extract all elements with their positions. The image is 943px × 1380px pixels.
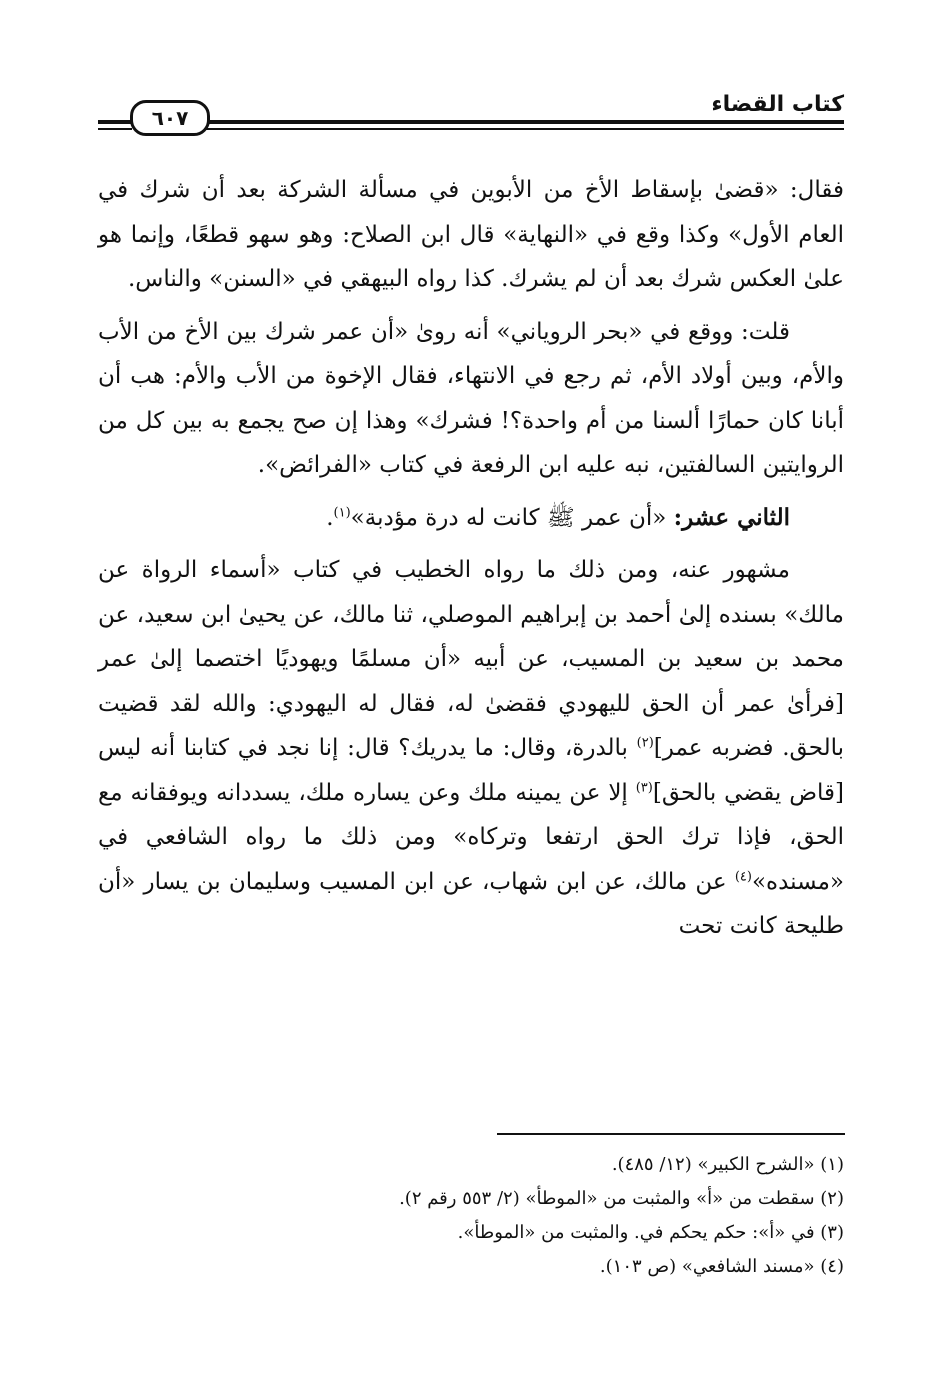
paragraph-3 [98, 496, 844, 541]
paragraph-4-part-a: مشهور عنه، ومن ذلك ما رواه الخطيب في كتاب «أسماء الرواة عن مالك» بسنده إلىٰ أحمد بن إبراهيم الموصلي، ثنا مالك، عن يحيىٰ ابن سعيد، عن محمد بن سعيد بن المسيب، عن أبيه «أن مسلمًا ويهوديًا اختصما إلىٰ عمر [فرأىٰ عمر أن الحق لليهودي فقضىٰ له، فقال له اليهودي: والله لقد قضيت بالحق. فضربه عمر] [98, 557, 844, 761]
footnote-4: (٤) «مسند الشافعي» (ص ١٠٣). [599, 1256, 844, 1277]
paragraph-3-end: . [326, 504, 334, 531]
footnote-ref-4[interactable]: (٤) [734, 868, 752, 884]
paragraph-1: فقال: «قضىٰ بإسقاط الأخ من الأبوين في مسألة الشركة بعد أن شرك في العام الأول» وكذا وقع في «النهاية» قال ابن الصلاح: وهو سهو قطعًا، وإنما هو علىٰ العكس شرك بعد أن لم يشرك. كذا رواه البيهقي في «السنن» والناس. [98, 177, 844, 292]
footnote-separator [497, 1133, 845, 1135]
section-heading: الثاني عشر: [673, 503, 790, 531]
paragraph-2: قلت: ووقع في «بحر الروياني» أنه روىٰ «أن عمر شرك بين الأخ من الأب والأم، وبين أولاد الأم، ثم رجع في الانتهاء، فقال الإخوة من الأب والأم: هب أن أبانا كان حمارًا ألسنا من أم واحدة؟! فشرك» وهذا إن صح يجمع به بين كل من الروايتين السالفتين، نبه عليه ابن الرفعة في كتاب «الفرائض». [98, 318, 844, 478]
paragraph-4 [98, 548, 844, 949]
footnote-ref-3[interactable]: (٣) [635, 779, 653, 795]
header-rule-thick [198, 120, 844, 124]
footnote-ref-1[interactable]: (١) [333, 504, 351, 520]
footnote-ref-2[interactable]: (٢) [636, 735, 654, 751]
page-header [98, 92, 844, 142]
paragraph-4-part-c: إلا عن يمينه ملك وعن يساره ملك، يسددانه ويوفقانه مع الحق، فإذا ترك الحق ارتفعا وتركاه» ومن ذلك ما رواه الشافعي في «مسنده» [98, 779, 844, 895]
paragraph-4-part-b: بالدرة، وقال: ما يدريك؟ قال: إنا نجد في كتابنا أنه ليس [قاض يقضي بالحق] [98, 735, 844, 806]
footnote-1: (١) «الشرح الكبير» (١٢/ ٤٨٥). [611, 1154, 844, 1175]
running-title: كتاب القضاء [711, 92, 844, 117]
paragraph-4-part-d: عن مالك، عن ابن شهاب، عن ابن المسيب وسليمان بن يسار «أن طليحة كانت تحت [98, 868, 844, 939]
footnote-3: (٣) في «أ»: حكم يحكم في. والمثبت من «الموطأ». [457, 1222, 844, 1243]
header-rule-left-thick [98, 120, 132, 124]
header-rule-left-thin [98, 128, 132, 130]
main-text [98, 168, 844, 957]
footnotes [98, 1148, 844, 1284]
footnote-2: (٢) سقطت من «أ» والمثبت من «الموطأ» (٢/ ٥٥٣ رقم ٢). [399, 1188, 844, 1209]
header-rule-thin [198, 128, 844, 130]
paragraph-3-text: «أن عمر ﷺ كانت له درة مؤدبة» [350, 504, 674, 531]
page-number: ٦٠٧ [130, 100, 210, 136]
